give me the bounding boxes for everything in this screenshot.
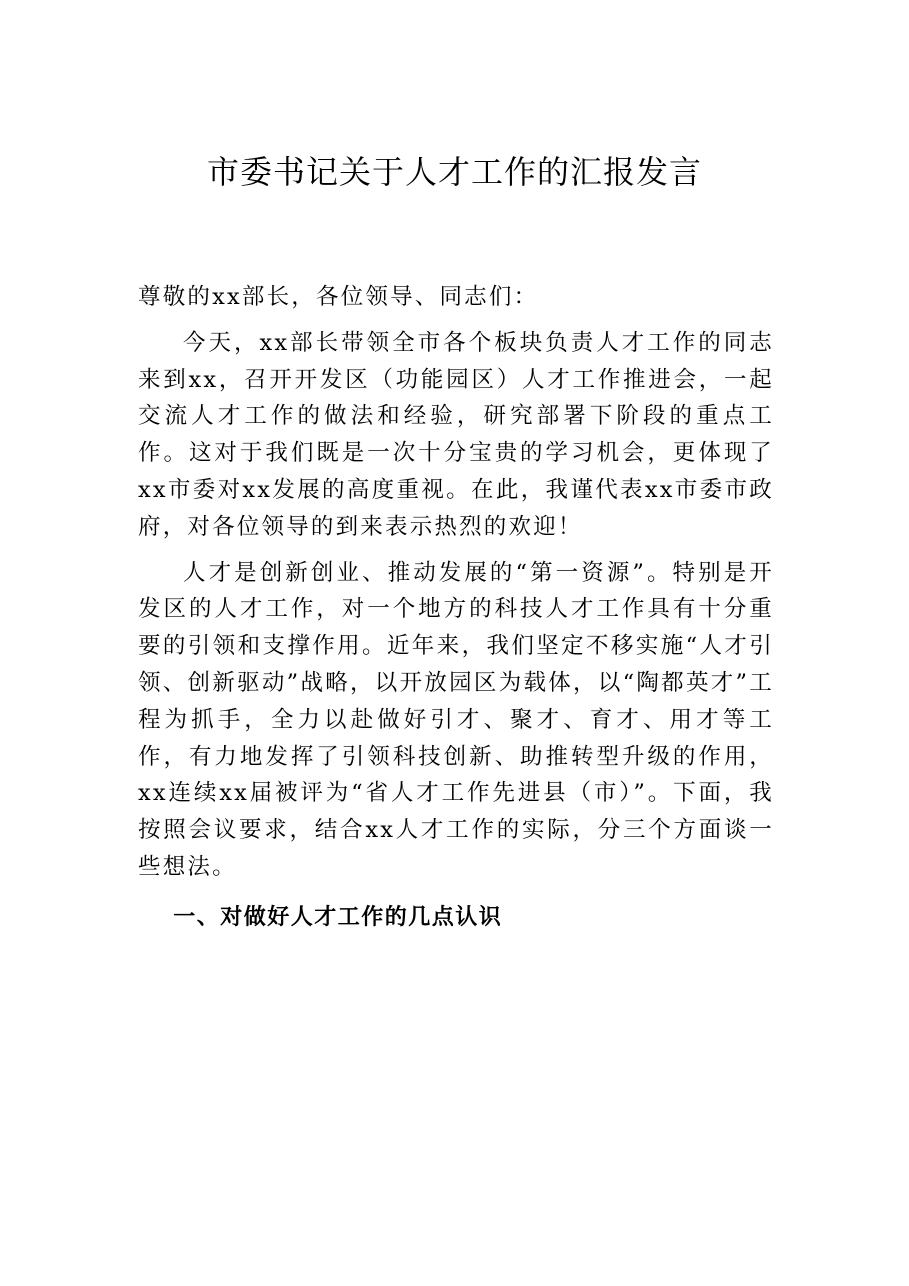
paragraph-opening: 今天，xx部长带领全市各个板块负责人才工作的同志来到xx，召开开发区（功能园区）人才工作推进会，一起交流人才工作的做法和经验，研究部署下阶段的重点工作。这对于我们既是一次十分宝贵的学习机会，更体现了xx市委对xx发展的高度重视。在此，我谨代表xx市委市政府，对各位领导的到来表示热烈的欢迎！ [138, 329, 774, 540]
document-title: 市委书记关于人才工作的汇报发言 [206, 153, 702, 191]
salutation: 尊敬的xx部长，各位领导、同志们： [138, 284, 539, 310]
document-body [138, 279, 774, 937]
paragraph-talent: 人才是创新创业、推动发展的“第一资源”。特别是开发区的人才工作，对一个地方的科技人才工作具有十分重要的引领和支撑作用。近年来，我们坚定不移实施“人才引领、创新驱动”战略，以开放园区为载体，以“陶都英才”工程为抓手，全力以赴做好引才、聚才、育才、用才等工作，有力地发挥了引领科技创新、助推转型升级的作用，xx连续xx届被评为“省人才工作先进县（市）”。下面，我按照会议要求，结合xx人才工作的实际，分三个方面谈一些想法。 [138, 559, 774, 880]
section-heading: 一、对做好人才工作的几点认识 [173, 904, 503, 930]
